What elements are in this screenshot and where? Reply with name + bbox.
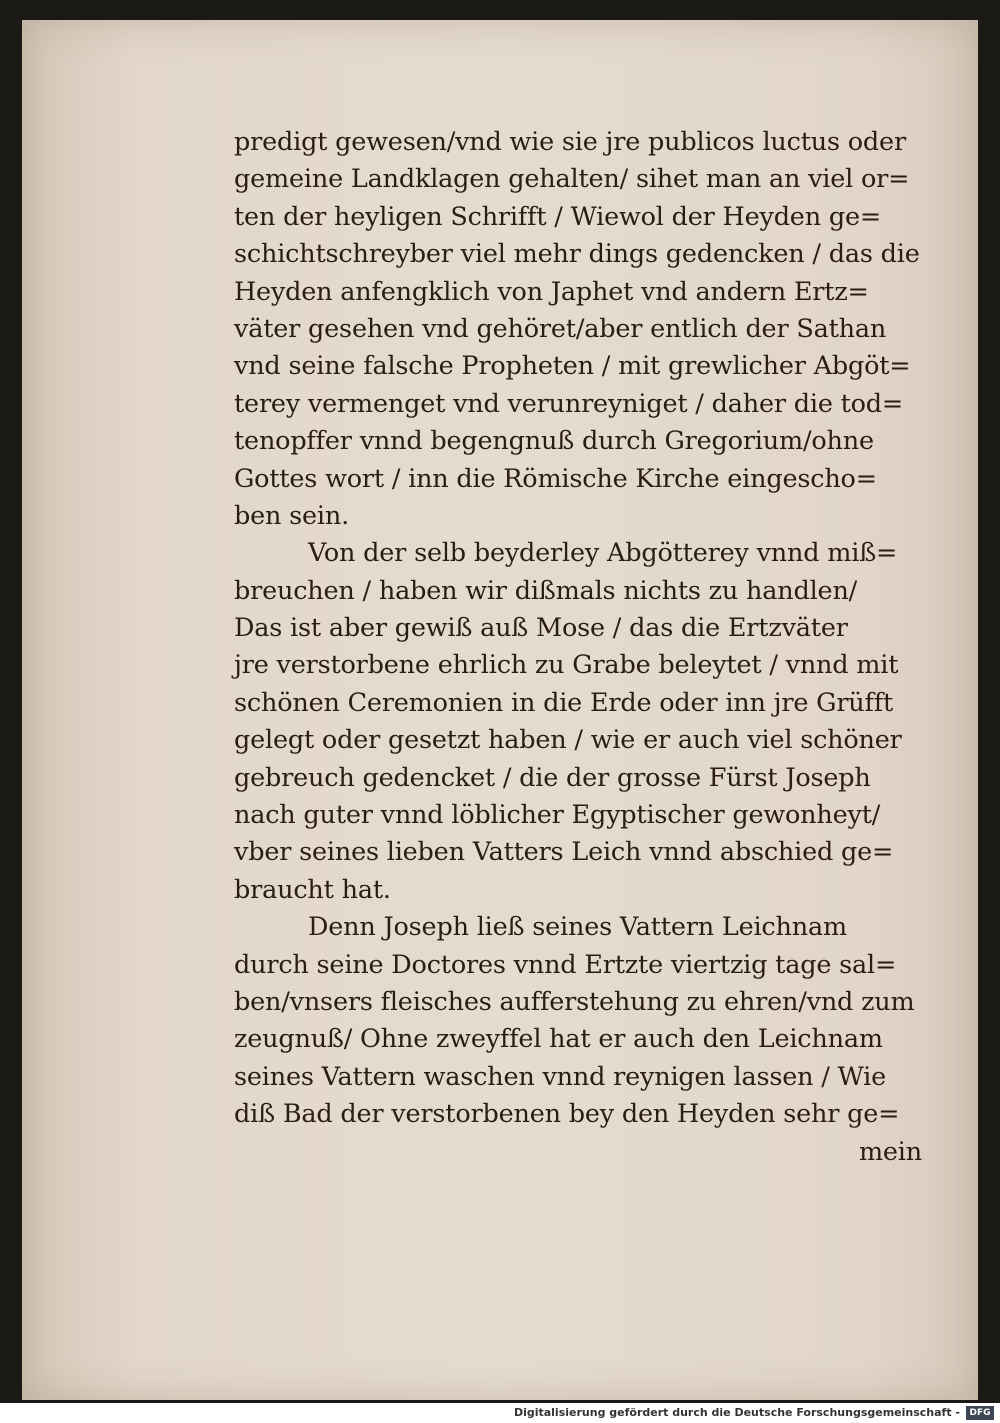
text-line-14: Das ist aber gewiß auß Mose / das die Ertzväter xyxy=(234,613,848,644)
text-line-8: terey vermenget vnd verunreyniget / daher die tod= xyxy=(234,388,904,419)
text-line-21: braucht hat. xyxy=(234,874,391,905)
text-line-27: diß Bad der verstorbenen bey den Heyden sehr ge= xyxy=(234,1099,900,1130)
text-line-3: ten der heyligen Schrifft / Wiewol der Heyden ge= xyxy=(234,201,882,232)
text-line-11: ben sein. xyxy=(234,500,350,531)
text-line-24: ben/vnsers fleisches aufferstehung zu ehren/vnd zum xyxy=(234,986,915,1017)
text-line-16: schönen Ceremonien in die Erde oder inn jre Grüfft xyxy=(234,687,894,718)
catchword: mein xyxy=(858,1136,922,1167)
text-line-20: vber seines lieben Vatters Leich vnnd abschied ge= xyxy=(234,837,894,868)
text-line-19: nach guter vnnd löblicher Egyptischer gewonheyt/ xyxy=(234,800,881,831)
text-line-22: Denn Joseph ließ seines Vattern Leichnam xyxy=(308,912,847,943)
text-line-7: vnd seine falsche Propheten / mit grewlicher Abgöt= xyxy=(234,351,911,382)
dfg-logo: DFG xyxy=(966,1406,994,1420)
text-line-10: Gottes wort / inn die Römische Kirche eingescho= xyxy=(234,463,877,494)
page-text xyxy=(234,124,964,1171)
text-line-2: gemeine Landklagen gehalten/ sihet man an viel or= xyxy=(234,164,910,195)
text-line-4: schichtschreyber viel mehr dings gedencken / das die xyxy=(234,239,920,270)
footer-bar xyxy=(0,1403,1000,1423)
text-line-5: Heyden anfengklich von Japhet vnd andern Ertz= xyxy=(234,276,869,307)
text-line-23: durch seine Doctores vnnd Ertzte viertzig tage sal= xyxy=(234,949,897,980)
text-line-12: Von der selb beyderley Abgötterey vnnd miß= xyxy=(308,538,898,569)
text-line-1: predigt gewesen/vnd wie sie jre publicos luctus oder xyxy=(234,127,906,157)
text-line-26: seines Vattern waschen vnnd reynigen lassen / Wie xyxy=(234,1061,887,1092)
text-line-9: tenopffer vnnd begengnuß durch Gregorium/ohne xyxy=(234,426,874,457)
text-line-13: breuchen / haben wir dißmals nichts zu handlen/ xyxy=(234,575,858,606)
text-line-15: jre verstorbene ehrlich zu Grabe beleytet / vnnd mit xyxy=(234,650,899,681)
text-line-17: gelegt oder gesetzt haben / wie er auch viel schöner xyxy=(234,725,902,756)
text-line-25: zeugnuß/ Ohne zweyffel hat er auch den Leichnam xyxy=(234,1024,883,1055)
funding-credit: Digitalisierung gefördert durch die Deutsche Forschungsgemeinschaft - xyxy=(513,1406,960,1419)
text-line-18: gebreuch gedencket / die der grosse Fürst Joseph xyxy=(234,762,871,793)
text-line-6: väter gesehen vnd gehöret/aber entlich der Sathan xyxy=(234,313,887,344)
